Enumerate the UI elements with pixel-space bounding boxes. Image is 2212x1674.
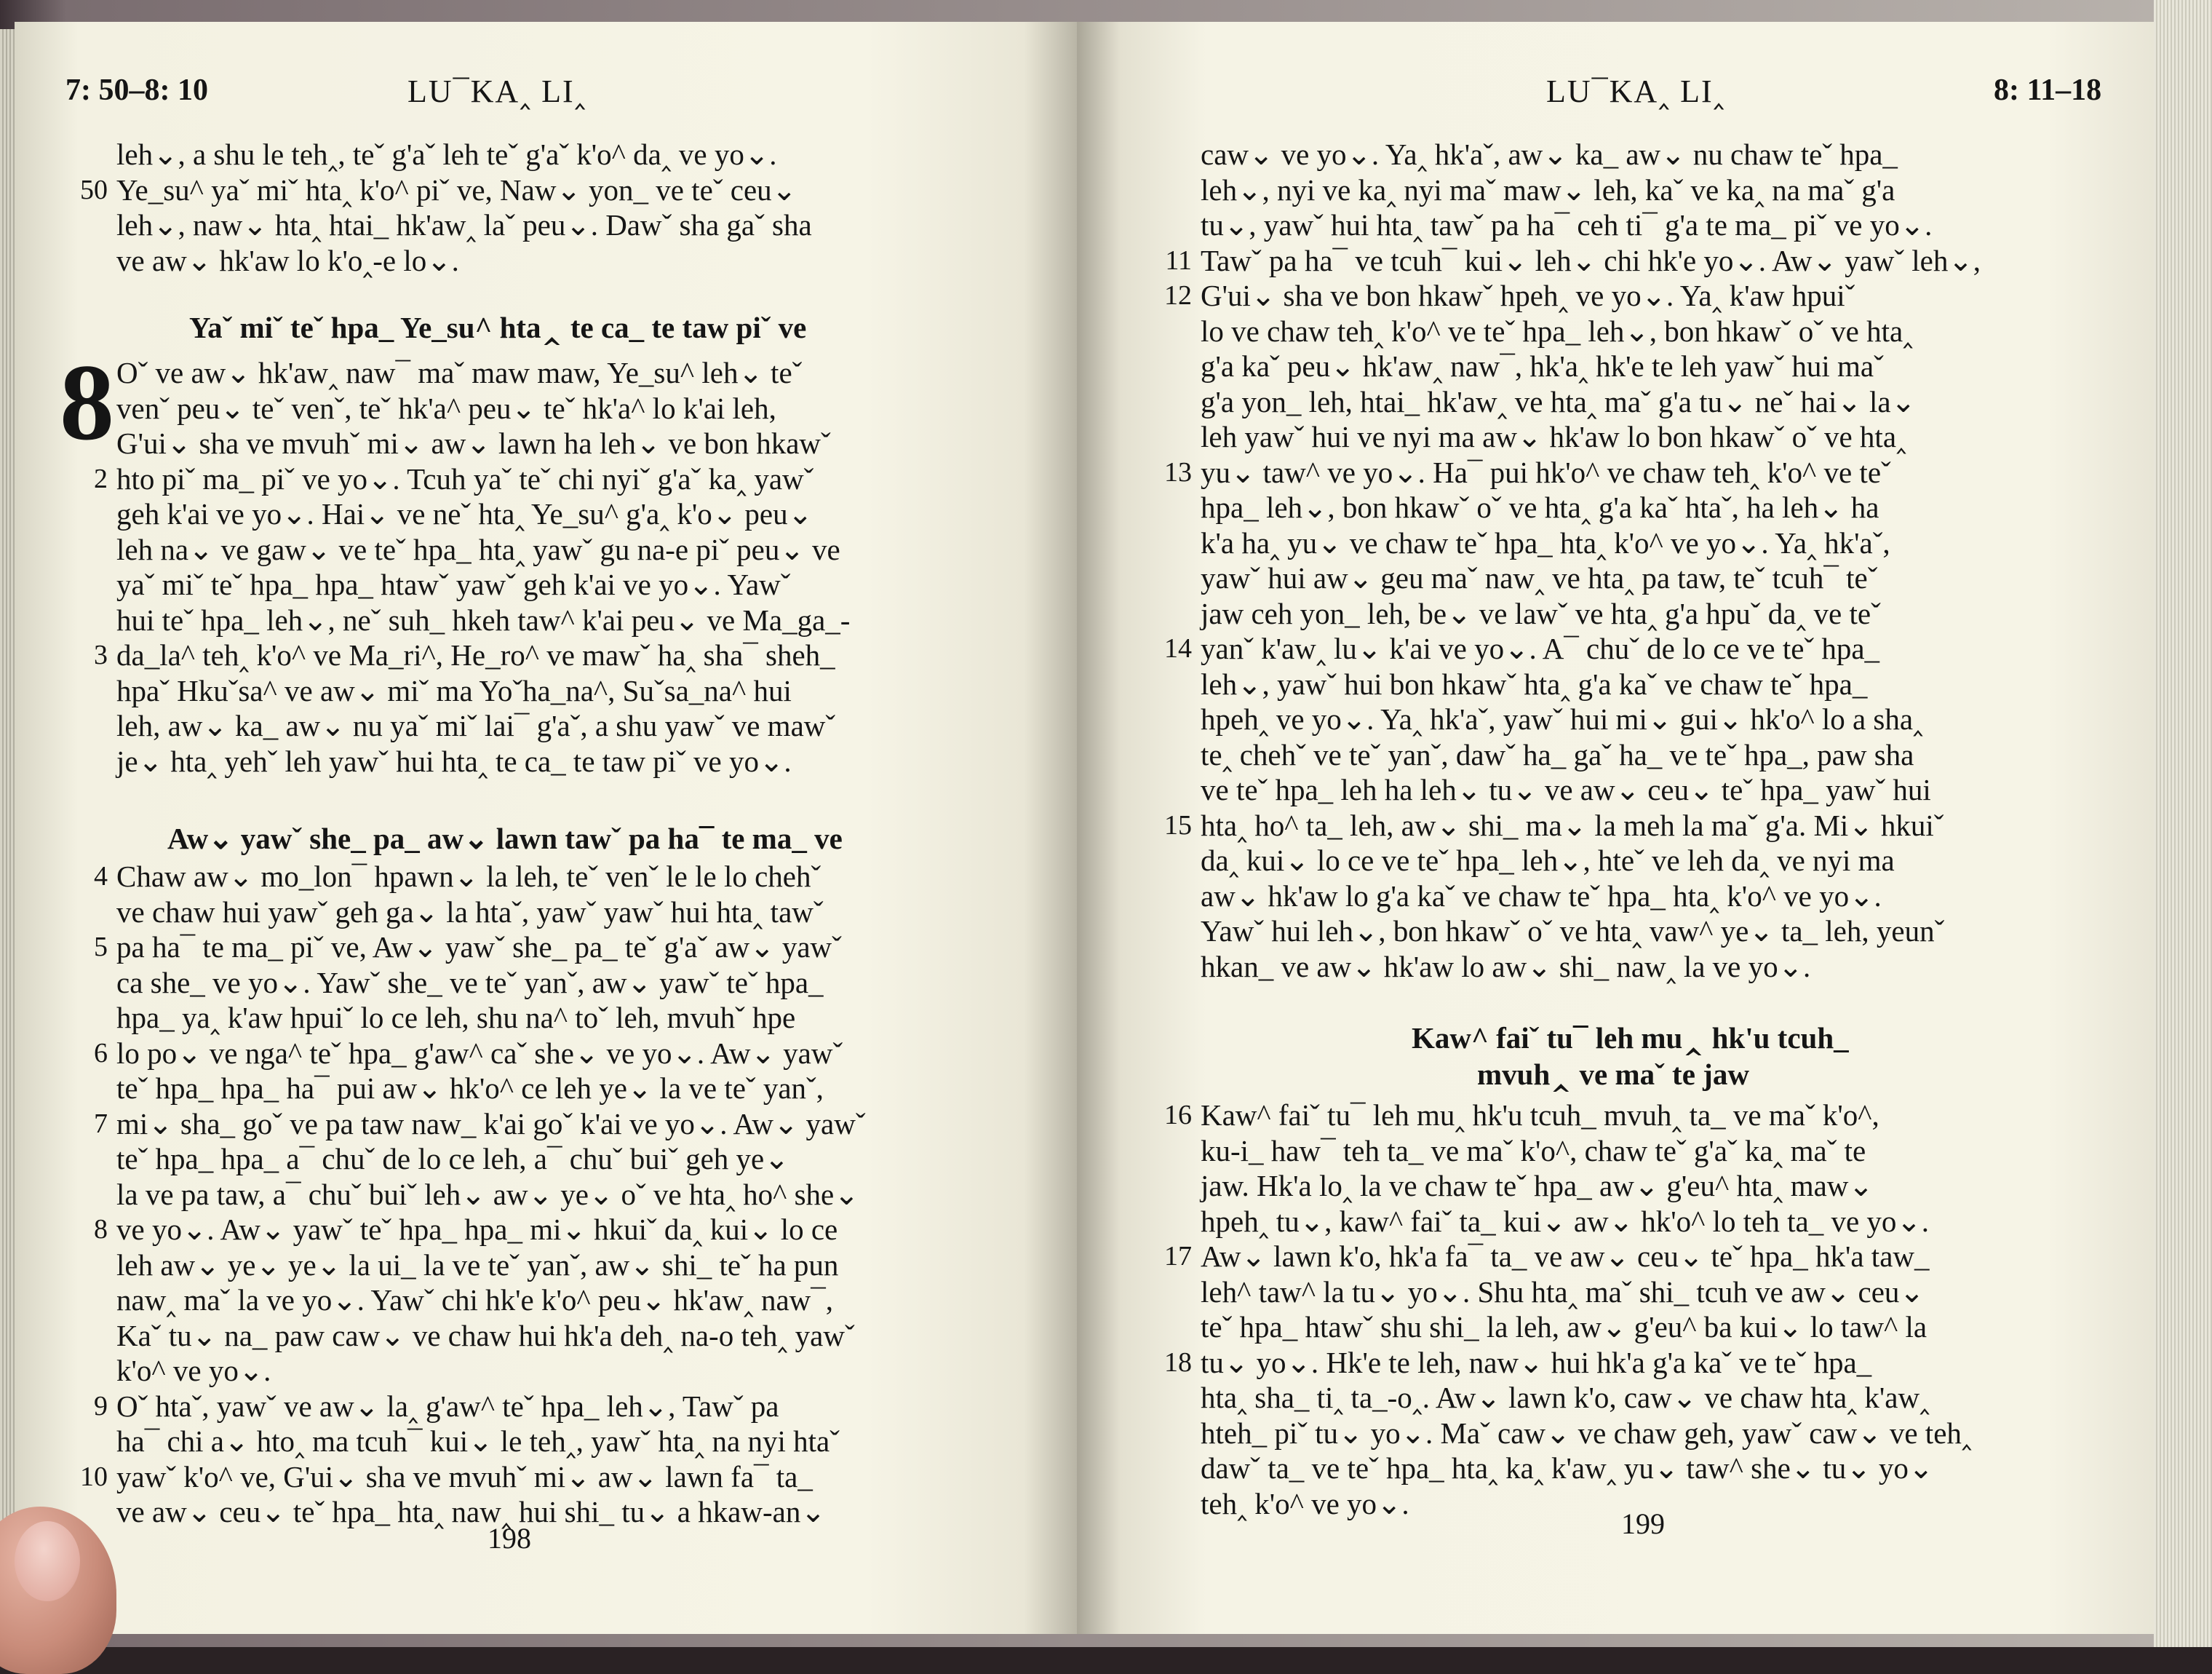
text-line [116,1247,866,1283]
text-line [116,894,866,930]
text-line [94,1389,866,1424]
line-text: ve aw⌄ hk'aw lo k'o‸-e lo⌄. [116,243,459,277]
line-text: yaˇ miˇ teˇ hpa_ hpa_ htawˇ yawˇ geh k'ai ve yo⌄. Yawˇ [116,568,791,601]
text-line [116,207,812,243]
text-line [116,1318,866,1354]
line-text: lo ve chaw teh‸ k'o^ ve teˇ hpa_ leh⌄, bon hkawˇ oˇ ve hta‸ [1201,314,1914,348]
text-line [1164,808,1981,844]
left-text-block-a [80,137,812,278]
verse-number: 12 [1164,280,1192,311]
line-text: Yawˇ hui leh⌄, bon hkawˇ oˇ ve hta‸ vaw^ ye⌄ ta_ leh, yeunˇ [1201,914,1945,948]
text-line [116,355,850,391]
line-text: leh^ taw^ la tu⌄ yo⌄. Shu hta‸ maˇ shi_ tcuh ve aw⌄ ceu⌄ [1201,1274,1925,1309]
text-line [1201,737,1981,773]
verse-number: 8 [94,1214,108,1245]
left-section-heading-2: Aw⌄ yawˇ she_ pa_ aw⌄ lawn tawˇ pa ha¯ te ma_ ve [167,822,843,855]
line-text: leh⌄, yawˇ hui bon hkawˇ hta‸ g'a kaˇ ve chaw teˇ hpa_ [1201,667,1868,701]
line-text: Oˇ htaˇ, yawˇ ve aw⌄ la‸ g'aw^ teˇ hpa_ leh⌄, Tawˇ pa [116,1389,779,1423]
text-line [80,1459,866,1495]
line-text: teˇ hpa_ hpa_ a¯ chuˇ de lo ce leh, a¯ chuˇ buiˇ geh ye⌄ [116,1142,789,1175]
verse-number: 3 [94,640,108,670]
line-text: hui teˇ hpa_ leh⌄, neˇ suh_ hkeh taw^ k'ai peu⌄ ve Ma_ga_- [116,603,851,637]
line-text: aw⌄ hk'aw lo g'a kaˇ ve chaw teˇ hpa_ hta‸ k'o^ ve yo⌄. [1201,878,1882,913]
text-line [94,461,850,497]
line-text: hpeh‸ ve yo⌄. Ya‸ hk'aˇ, yawˇ hui mi⌄ gui⌄ hk'o^ lo a sha‸ [1201,702,1923,736]
line-text: Oˇ ve aw⌄ hk'aw‸ naw¯ maˇ maw maw, Ye_su^ leh⌄ teˇ [116,356,803,389]
line-text: k'a ha‸ yu⌄ ve chaw teˇ hpa_ hta‸ k'o^ ve yo⌄. Ya‸ hk'aˇ, [1201,525,1890,560]
line-text: ve aw⌄ ceu⌄ teˇ hpa_ hta‸ naw‸ hui shi_ tu⌄ a hkaw-an⌄ [116,1495,826,1528]
line-text: hto piˇ ma_ piˇ ve yo⌄. Tcuh yaˇ teˇ chi nyiˇ g'aˇ ka‸ yawˇ [116,461,814,496]
line-text: ca she_ ve yo⌄. Yawˇ she_ ve teˇ yanˇ, aw⌄ yawˇ teˇ hpa_ [116,965,824,999]
text-line [116,532,850,568]
text-line [116,1353,866,1389]
line-text: je⌄ hta‸ yehˇ leh yawˇ hui hta‸ te ca_ te taw piˇ ve yo⌄. [116,744,792,778]
line-text: hpa_ leh⌄, bon hkawˇ oˇ ve hta‸ g'a kaˇ htaˇ, ha leh⌄ ha [1201,491,1879,524]
line-text: G'ui⌄ sha ve mvuhˇ mi⌄ aw⌄ lawn ha leh⌄ ve bon hkawˇ [116,427,831,460]
line-text: te‸ chehˇ ve teˇ yanˇ, dawˇ ha_ gaˇ ha_ ve teˇ hpa_, paw sha [1201,737,1914,771]
text-line [1165,243,1981,279]
verse-number: 9 [94,1390,108,1421]
text-line [116,391,850,427]
text-line [1201,490,1981,525]
text-line [116,673,850,709]
text-line [1201,1380,1972,1416]
line-text: la ve pa taw, a¯ chuˇ buiˇ leh⌄ aw⌄ ye⌄ oˇ ve hta‸ ho^ she⌄ [116,1177,859,1211]
verse-number: 18 [1164,1346,1192,1378]
line-text: yawˇ k'o^ ve, G'ui⌄ sha ve mvuhˇ mi⌄ aw⌄ lawn fa¯ ta_ [116,1459,813,1493]
text-line [1201,1274,1972,1310]
left-page-number: 198 [488,1522,531,1555]
page-edges-right [2154,0,2212,1647]
line-text: leh aw⌄ ye⌄ ye⌄ la ui_ la ve teˇ yanˇ, aw⌄ shi_ teˇ ha pun [116,1247,839,1282]
verse-number: 15 [1164,809,1192,841]
thumbnail-nail [15,1521,80,1601]
line-text: leh, aw⌄ ka_ aw⌄ nu yaˇ miˇ lai¯ g'aˇ, a shu yawˇ ve mawˇ [116,709,836,742]
line-text: yawˇ hui aw⌄ geu maˇ naw‸ ve hta‸ pa taw, teˇ tcuh¯ teˇ [1201,561,1878,595]
line-text: ve yo⌄. Aw⌄ yawˇ teˇ hpa_ hpa_ mi⌄ hkuiˇ da‸ kui⌄ lo ce [116,1213,838,1246]
text-line [116,567,850,603]
line-text: tu⌄ yo⌄. Hk'e te leh, naw⌄ hui hk'a g'a kaˇ ve teˇ hpa_ [1201,1345,1872,1379]
verse-number: 11 [1165,245,1192,276]
verse-number: 14 [1164,633,1192,664]
text-line [116,1177,866,1213]
text-line [1201,1309,1972,1345]
text-line [116,1141,866,1177]
verse-number: 6 [94,1037,108,1068]
text-line [1201,1486,1972,1522]
text-line [116,1424,866,1459]
text-line [116,426,850,461]
text-line [1164,455,1981,491]
line-text: pa ha¯ te ma_ piˇ ve, Aw⌄ yawˇ she_ pa_ teˇ g'aˇ aw⌄ yawˇ [116,930,842,964]
line-text: caw⌄ ve yo⌄. Ya‸ hk'aˇ, aw⌄ ka_ aw⌄ nu chaw teˇ hpa_ [1201,138,1898,171]
line-text: mi⌄ sha_ goˇ ve pa taw naw_ k'ai goˇ k'ai ve yo⌄. Aw⌄ yawˇ [116,1106,866,1141]
left-section-heading-1: Yaˇ miˇ teˇ hpa_ Ye_su^ hta‸ te ca_ te taw piˇ ve [189,311,807,344]
line-text: hkan_ ve aw⌄ hk'aw lo aw⌄ shi_ naw‸ la ve yo⌄. [1201,949,1811,983]
text-line [116,1071,866,1106]
line-text: leh⌄, a shu le teh‸, teˇ g'aˇ leh teˇ g'aˇ k'o^ da‸ ve yo⌄. [116,138,777,171]
text-line [1201,1416,1972,1451]
line-text: G'ui⌄ sha ve bon hkawˇ hpeh‸ ve yo⌄. Ya‸ k'aw hpuiˇ [1201,279,1855,312]
line-text: tu⌄, yawˇ hui hta‸ tawˇ pa ha¯ ceh ti¯ g'a te ma_ piˇ ve yo⌄. [1201,208,1933,242]
text-line [1201,1168,1972,1204]
text-line [1201,772,1981,808]
right-running-title: LU¯KA‸ LI‸ [1546,74,1726,109]
text-line [1164,1345,1972,1381]
chapter-dropcap: 8 [60,342,114,463]
text-line [94,1212,866,1247]
text-line [94,1106,866,1142]
right-text-block-b [1164,1098,1972,1521]
text-line [1201,560,1981,596]
text-line [1201,419,1981,455]
text-line [116,137,812,172]
line-text: Tawˇ pa ha¯ ve tcuh¯ kui⌄ leh⌄ chi hk'e yo⌄. Aw⌄ yawˇ leh⌄, [1201,243,1981,277]
line-text: Kaw^ faiˇ tu¯ leh mu‸ hk'u tcuh_ mvuh‸ ta_ ve maˇ k'o^, [1201,1098,1879,1132]
left-running-title: LU¯KA‸ LI‸ [407,74,587,109]
left-text-block-c [80,859,866,1530]
text-line [80,172,812,208]
line-text: teh‸ k'o^ ve yo⌄. [1201,1486,1409,1520]
line-text: naw‸ maˇ la ve yo⌄. Yawˇ chi hk'e k'o^ peu⌄ hk'aw‸ naw¯, [116,1283,834,1317]
text-line [1201,314,1981,349]
left-text-block-b [94,355,851,779]
verse-number: 50 [80,174,108,205]
text-line [94,859,866,894]
text-line [116,243,812,279]
line-text: leh yawˇ hui ve nyi ma aw⌄ hk'aw lo bon hkawˇ oˇ ve hta‸ [1201,420,1906,453]
right-text-block-a [1164,137,1981,984]
line-text: Chaw aw⌄ mo_lon¯ hpawn⌄ la leh, teˇ venˇ le le lo chehˇ [116,860,821,893]
verse-number: 10 [80,1461,108,1492]
line-text: hteh_ piˇ tu⌄ yo⌄. Maˇ caw⌄ ve chaw geh, yawˇ caw⌄ ve teh‸ [1201,1416,1972,1450]
line-text: leh⌄, nyi ve ka‸ nyi maˇ maw⌄ leh, kaˇ ve ka‸ na maˇ g'a [1201,172,1895,207]
verse-number: 5 [94,932,108,962]
line-text: teˇ hpa_ htawˇ shu shi_ la leh, aw⌄ g'eu^ ba kui⌄ lo taw^ la [1201,1310,1927,1344]
text-line [1201,949,1981,985]
text-line [1164,1098,1972,1133]
text-line [116,1282,866,1318]
line-text: hta‸ ho^ ta_ leh, aw⌄ shi_ ma⌄ la meh la maˇ g'a. Mi⌄ hkuiˇ [1201,808,1944,842]
line-text: venˇ peu⌄ teˇ venˇ, teˇ hk'a^ peu⌄ teˇ hk'a^ lo k'ai leh, [116,391,776,425]
verse-number: 13 [1164,456,1192,488]
text-line [1201,1204,1972,1239]
line-text: Aw⌄ lawn k'o, hk'a fa¯ ta_ ve aw⌄ ceu⌄ teˇ hpa_ hk'a taw_ [1201,1239,1930,1273]
text-line [116,708,850,744]
line-text: ha¯ chi a⌄ hto‸ ma tcuh¯ kui⌄ le teh‸, yawˇ hta‸ na nyi htaˇ [116,1424,840,1458]
line-text: ve teˇ hpa_ leh ha leh⌄ tu⌄ ve aw⌄ ceu⌄ teˇ hpa_ yawˇ hui [1201,773,1931,806]
line-text: da‸ kui⌄ lo ce ve teˇ hpa_ leh⌄, hteˇ ve leh da‸ ve nyi ma [1201,844,1895,877]
line-text: k'o^ ve yo⌄. [116,1354,271,1387]
text-line [116,1000,866,1036]
text-line [1201,1133,1972,1169]
text-line [1201,667,1981,702]
verse-number: 4 [94,861,108,892]
line-text: Kaˇ tu⌄ na_ paw caw⌄ ve chaw hui hk'a deh‸ na-o teh‸ yawˇ [116,1318,855,1352]
text-line [94,638,850,673]
line-text: g'a kaˇ peu⌄ hk'aw‸ naw¯, hk'a‸ hk'e te leh yawˇ hui maˇ [1201,349,1884,383]
text-line [1201,207,1981,243]
line-text: ve chaw hui yawˇ geh ga⌄ la htaˇ, yawˇ yawˇ hui hta‸ tawˇ [116,894,824,929]
text-line [116,603,850,638]
line-text: Ye_su^ yaˇ miˇ hta‸ k'o^ piˇ ve, Naw⌄ yon_ ve teˇ ceu⌄ [116,172,797,207]
line-text: jaw ceh yon_ leh, be⌄ ve lawˇ ve hta‸ g'a hpuˇ da‸ ve teˇ [1201,596,1881,630]
line-text: yu⌄ taw^ ve yo⌄. Ha¯ pui hk'o^ ve chaw teh‸ k'o^ ve teˇ [1201,455,1891,489]
text-line [1201,596,1981,632]
text-line [1201,384,1981,420]
left-chapter-verse-reference: 7: 50–8: 10 [65,74,208,107]
line-text: ku-i_ haw¯ teh ta_ ve maˇ k'o^, chaw teˇ g'aˇ ka‸ maˇ te [1201,1133,1866,1167]
verse-number: 17 [1164,1241,1192,1272]
line-text: hpa_ ya‸ k'aw hpuiˇ lo ce leh, shu na^ toˇ leh, mvuhˇ hpe [116,1001,796,1034]
text-line [116,744,850,780]
text-line [1201,878,1981,914]
text-line [1201,913,1981,949]
line-text: hta‸ sha_ ti‸ ta_-o‸. Aw⌄ lawn k'o, caw⌄ ve chaw hta‸ k'aw‸ [1201,1381,1930,1414]
verse-number: 7 [94,1108,108,1139]
right-chapter-verse-reference: 8: 11–18 [1994,74,2102,107]
text-line [116,496,850,532]
text-line [1201,702,1981,737]
line-text: teˇ hpa_ hpa_ ha¯ pui aw⌄ hk'o^ ce leh ye⌄ la ve teˇ yanˇ, [116,1071,824,1105]
text-line [1164,278,1981,314]
verse-number: 2 [94,463,108,494]
verse-number: 16 [1164,1100,1192,1130]
text-line [94,1036,866,1071]
line-text: leh na⌄ ve gaw⌄ ve teˇ hpa_ hta‸ yawˇ gu na-e piˇ peu⌄ ve [116,532,840,566]
text-line [1201,843,1981,878]
line-text: yanˇ k'aw‸ lu⌄ k'ai ve yo⌄. A¯ chuˇ de lo ce ve teˇ hpa_ [1201,632,1880,665]
line-text: hpeh‸ tu⌄, kaw^ faiˇ ta_ kui⌄ aw⌄ hk'o^ lo teh ta_ ve yo⌄. [1201,1204,1930,1238]
line-text: lo po⌄ ve nga^ teˇ hpa_ g'aw^ caˇ she⌄ ve yo⌄. Aw⌄ yawˇ [116,1036,843,1070]
right-page-number: 199 [1621,1507,1665,1540]
text-line [1201,137,1981,172]
text-line [94,929,866,965]
line-text: leh⌄, naw⌄ hta‸ htai_ hk'aw‸ laˇ peu⌄. Dawˇ sha gaˇ sha [116,208,812,242]
line-text: jaw. Hk'a lo‸ la ve chaw teˇ hpa_ aw⌄ g'eu^ hta‸ maw⌄ [1201,1169,1874,1202]
line-text: geh k'ai ve yo⌄. Hai⌄ ve neˇ hta‸ Ye_su^ g'a‸ k'o⌄ peu⌄ [116,497,813,531]
text-line [1201,1451,1972,1486]
right-section-heading-1b: mvuh‸ ve maˇ te jaw [1477,1058,1749,1091]
right-page [1077,22,2154,1634]
text-line [1201,525,1981,561]
text-line [1164,1239,1972,1274]
text-line [1201,172,1981,208]
text-line [1164,631,1981,667]
line-text: hpaˇ Hkuˇsa^ ve aw⌄ miˇ ma Yoˇha_na^, Suˇsa_na^ hui [116,673,792,707]
text-line [116,965,866,1001]
line-text: da_la^ teh‸ k'o^ ve Ma_ri^, He_ro^ ve mawˇ ha‸ sha¯ sheh_ [116,638,835,672]
left-page [15,22,1077,1634]
line-text: g'a yon_ leh, htai_ hk'aw‸ ve hta‸ maˇ g'a tu⌄ neˇ hai⌄ la⌄ [1201,384,1916,418]
text-line [1201,349,1981,384]
right-section-heading-1a: Kaw^ faiˇ tu¯ leh mu‸ hk'u tcuh_ [1412,1021,1849,1055]
line-text: dawˇ ta_ ve teˇ hpa_ hta‸ ka‸ k'aw‸ yu⌄ taw^ she⌄ tu⌄ yo⌄ [1201,1451,1934,1485]
